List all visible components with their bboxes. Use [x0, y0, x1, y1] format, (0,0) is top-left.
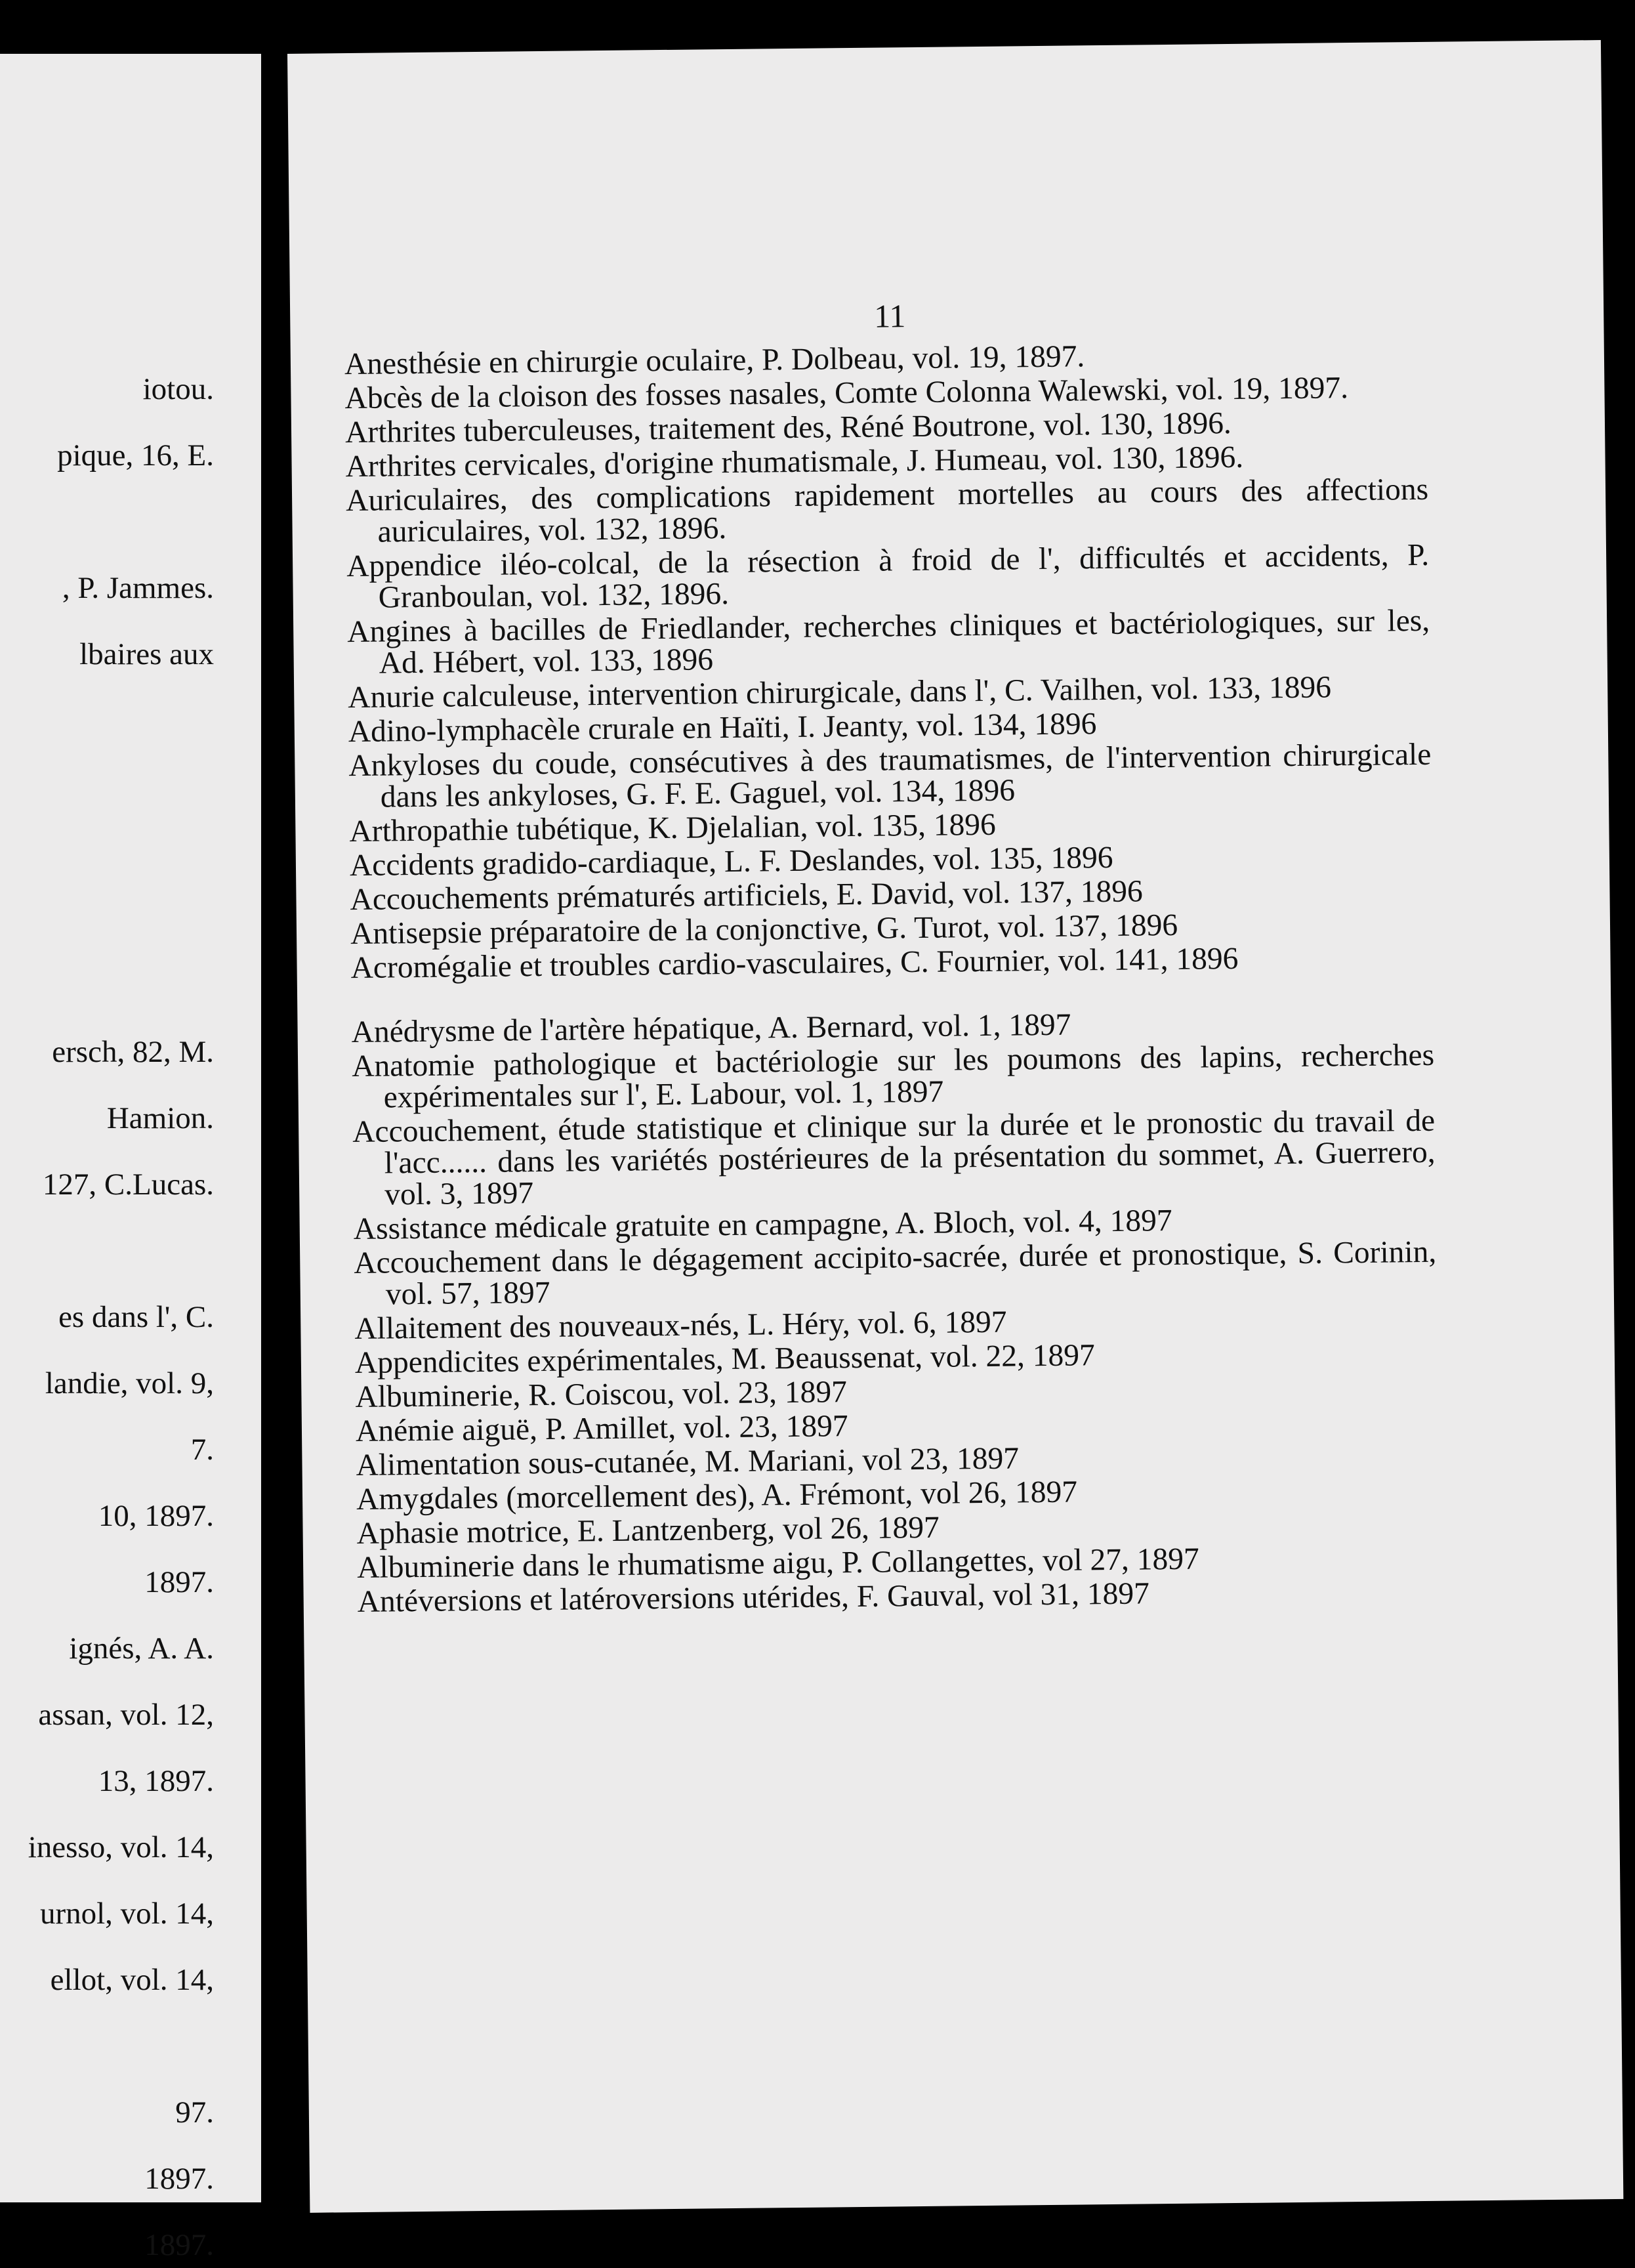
index-entry: Albuminerie, R. Coiscou, vol. 23, 1897: [355, 1375, 848, 1415]
index-entry: Allaitement des nouveaux-nés, L. Héry, vol. 6, 1897: [354, 1305, 1007, 1347]
left-page-fragment: ellot, vol. 14,: [50, 1963, 214, 1997]
left-page-fragment: 13, 1897.: [98, 1764, 214, 1798]
index-entry: Aphasie motrice, E. Lantzenberg, vol 26, 1897: [356, 1510, 940, 1551]
index-entry: Arthropathie tubétique, K. Djelalian, vol. 135, 1896: [349, 807, 997, 849]
index-entry: Accidents gradido-cardiaque, L. F. Deslandes, vol. 135, 1896: [349, 840, 1113, 883]
index-entry: Albuminerie dans le rhumatisme aigu, P. Collangettes, vol 27, 1897: [356, 1542, 1200, 1586]
index-entry: Abcès de la cloison des fosses nasales, Comte Colonna Walewski, vol. 19, 1897.: [344, 371, 1349, 416]
left-page-fragment: lbaires aux: [79, 637, 214, 671]
index-entry: Acromégalie et troubles cardio-vasculaires, C. Fournier, vol. 141, 1896: [350, 941, 1239, 986]
index-entry: Adino-lymphacèle crurale en Haïti, I. Jeanty, vol. 134, 1896: [348, 707, 1097, 749]
index-entry: Alimentation sous-cutanée, M. Mariani, vol 23, 1897: [356, 1441, 1020, 1483]
left-page-fragment: assan, vol. 12,: [38, 1698, 214, 1732]
left-page-fragment: 127, C.Lucas.: [42, 1167, 214, 1202]
index-entry: Anédrysme de l'artère hépatique, A. Bernard, vol. 1, 1897: [351, 1007, 1071, 1050]
thesis-index-list: [344, 337, 1440, 1620]
index-entry: Ankyloses du coude, consécutives à des traumatismes, de l'intervention chirurgicale dans les ankyloses, G. F. E. Gaguel, vol. 134, 1896: [348, 737, 1432, 814]
left-page-fragment: Hamion.: [106, 1101, 214, 1135]
index-entry: Auriculaires, des complications rapidement mortelles au cours des affections auriculaires, vol. 132, 1896.: [345, 472, 1429, 549]
left-page-fragment: , P. Jammes.: [62, 571, 214, 605]
index-entry: Anesthésie en chirurgie oculaire, P. Dolbeau, vol. 19, 1897.: [344, 339, 1085, 382]
left-page-fragment: 7.: [190, 1433, 214, 1467]
left-page-fragment: 10, 1897.: [98, 1499, 214, 1533]
left-page-fragment: 1897.: [144, 1565, 214, 1599]
index-entry: Antisepsie préparatoire de la conjonctive, G. Turot, vol. 137, 1896: [350, 908, 1178, 952]
index-entry: Anurie calculeuse, intervention chirurgicale, dans l', C. Vailhen, vol. 133, 1896: [348, 670, 1332, 715]
left-page-fragment: inesso, vol. 14,: [28, 1830, 214, 1864]
book-gutter: [261, 0, 287, 2268]
page-number: 11: [873, 297, 906, 335]
index-entry: Assistance médicale gratuite en campagne, A. Bloch, vol. 4, 1897: [353, 1203, 1172, 1247]
index-entry: Amygdales (morcellement des), A. Frémont, vol 26, 1897: [356, 1475, 1078, 1517]
left-page-fragment: iotou.: [142, 372, 214, 406]
index-entry: Angines à bacilles de Friedlander, recherches cliniques et bactériologiques, sur les, Ad. Hébert, vol. 133, 1896: [346, 603, 1430, 681]
index-entry: Accouchement dans le dégagement accipito-sacrée, durée et pronostique, S. Corinin, vol. 57, 1897: [354, 1234, 1437, 1312]
left-page-fragment: 97.: [175, 2095, 214, 2130]
left-page-fragment: landie, vol. 9,: [45, 1366, 214, 1400]
index-entry: Accouchement, étude statistique et clinique sur la durée et le pronostic du travail de l'acc...... dans les variétés postérieures de la présentation du sommet, A. Guerrero, vol. 3, 1897: [352, 1103, 1436, 1212]
left-page-fragment: pique, 16, E.: [57, 438, 214, 472]
index-entry: Arthrites tuberculeuses, traitement des, Réné Boutrone, vol. 130, 1896.: [344, 406, 1232, 450]
left-page-fragment: es dans l', C.: [58, 1300, 214, 1334]
index-entry: Anémie aiguë, P. Amillet, vol. 23, 1897: [355, 1409, 848, 1449]
left-page-fragment: 1897.: [144, 2162, 214, 2196]
index-entry: Antéversions et latéroversions utérides, F. Gauval, vol 31, 1897: [357, 1576, 1150, 1620]
index-entry: Anatomie pathologique et bactériologie sur les poumons des lapins, recherches expérimentales sur l', E. Labour, vol. 1, 1897: [351, 1038, 1435, 1115]
right-page: [287, 40, 1623, 2213]
left-page-fragment: urnol, vol. 14,: [39, 1897, 214, 1931]
left-page: [0, 54, 261, 2262]
left-page-fragment: ersch, 82, M.: [52, 1035, 214, 1069]
left-page-fragment: 1897.: [144, 2228, 214, 2262]
index-entry: Appendicites expérimentales, M. Beaussenat, vol. 22, 1897: [354, 1338, 1095, 1381]
index-entry: Appendice iléo-colcal, de la résection à froid de l', difficultés et accidents, P. Granboulan, vol. 132, 1896.: [346, 537, 1430, 615]
left-page-fragment: ignés, A. A.: [69, 1631, 214, 1666]
index-entry: Arthrites cervicales, d'origine rhumatismale, J. Humeau, vol. 130, 1896.: [345, 440, 1244, 484]
index-entry: Accouchements prématurés artificiels, E. David, vol. 137, 1896: [350, 874, 1143, 917]
